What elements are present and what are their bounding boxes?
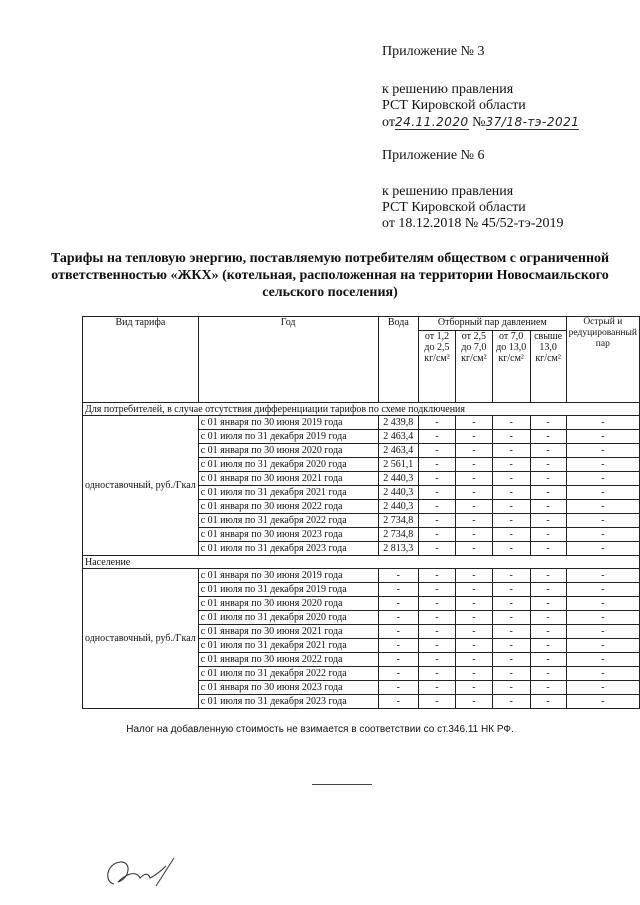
- header-god: Год: [198, 317, 378, 403]
- date-prefix: от: [382, 115, 395, 130]
- cell-ostr: -: [566, 486, 639, 500]
- signature-icon: [100, 852, 180, 894]
- cell-p4: -: [530, 569, 566, 583]
- table-row: [83, 416, 640, 430]
- cell-voda: 2 734,8: [378, 528, 418, 542]
- cell-p3: -: [492, 695, 530, 709]
- header-voda: Вода: [378, 317, 418, 403]
- tariff-type-cell: одноставочный, руб./Гкал: [83, 416, 199, 556]
- tariff-type-cell: одноставочный, руб./Гкал: [83, 569, 199, 709]
- cell-p3: -: [492, 625, 530, 639]
- cell-period: с 01 июля по 31 декабря 2022 года: [198, 514, 378, 528]
- cell-voda: -: [378, 639, 418, 653]
- cell-voda: 2 440,3: [378, 500, 418, 514]
- tariff-table: [82, 316, 640, 709]
- header-p4: свыше 13,0 кг/см²: [530, 331, 566, 403]
- cell-ostr: -: [566, 667, 639, 681]
- cell-voda: -: [378, 681, 418, 695]
- cell-ostr: -: [566, 597, 639, 611]
- cell-p2: -: [455, 514, 492, 528]
- header-appendix-3: [382, 44, 485, 60]
- cell-p4: -: [530, 528, 566, 542]
- cell-p1: -: [419, 681, 456, 695]
- cell-ostr: -: [566, 681, 639, 695]
- cell-p4: -: [530, 486, 566, 500]
- cell-p3: -: [492, 430, 530, 444]
- cell-p2: -: [455, 569, 492, 583]
- cell-p1: -: [419, 486, 456, 500]
- cell-period: с 01 июля по 31 декабря 2023 года: [198, 542, 378, 556]
- cell-voda: 2 463,4: [378, 430, 418, 444]
- cell-p3: -: [492, 639, 530, 653]
- cell-p1: -: [419, 444, 456, 458]
- section-row: [83, 403, 640, 416]
- cell-period: с 01 июля по 31 декабря 2022 года: [198, 667, 378, 681]
- section-title: Для потребителей, в случае отсутствия дифференциации тарифов по схеме подключения: [83, 403, 640, 416]
- cell-p2: -: [455, 444, 492, 458]
- cell-voda: 2 440,3: [378, 486, 418, 500]
- cell-p2: -: [455, 486, 492, 500]
- cell-ostr: -: [566, 542, 639, 556]
- cell-p3: -: [492, 444, 530, 458]
- cell-p3: -: [492, 611, 530, 625]
- cell-voda: -: [378, 611, 418, 625]
- cell-p1: -: [419, 611, 456, 625]
- cell-voda: 2 440,3: [378, 472, 418, 486]
- cell-p4: -: [530, 514, 566, 528]
- appendix-6-label: Приложение № 6: [382, 148, 485, 163]
- cell-p1: -: [419, 667, 456, 681]
- cell-p2: -: [455, 681, 492, 695]
- cell-period: с 01 июля по 31 декабря 2019 года: [198, 583, 378, 597]
- cell-p4: -: [530, 458, 566, 472]
- cell-p2: -: [455, 472, 492, 486]
- cell-voda: -: [378, 653, 418, 667]
- cell-voda: 2 561,1: [378, 458, 418, 472]
- cell-p1: -: [419, 500, 456, 514]
- cell-period: с 01 января по 30 июня 2022 года: [198, 500, 378, 514]
- cell-p1: -: [419, 430, 456, 444]
- cell-p4: -: [530, 444, 566, 458]
- cell-p2: -: [455, 597, 492, 611]
- cell-p3: -: [492, 472, 530, 486]
- cell-period: с 01 июля по 31 декабря 2021 года: [198, 486, 378, 500]
- cell-p4: -: [530, 597, 566, 611]
- cell-p3: -: [492, 514, 530, 528]
- cell-period: с 01 января по 30 июня 2023 года: [198, 681, 378, 695]
- cell-p1: -: [419, 695, 456, 709]
- cell-p2: -: [455, 695, 492, 709]
- cell-ostr: -: [566, 569, 639, 583]
- cell-p1: -: [419, 542, 456, 556]
- cell-period: с 01 января по 30 июня 2019 года: [198, 416, 378, 430]
- cell-p1: -: [419, 528, 456, 542]
- decision-1-date: [382, 114, 579, 131]
- decision-2-to: к решению правления: [382, 184, 514, 199]
- cell-p4: -: [530, 500, 566, 514]
- cell-p4: -: [530, 625, 566, 639]
- header-ostr: Острый и редуцированный пар: [566, 317, 639, 403]
- cell-p2: -: [455, 583, 492, 597]
- cell-p1: -: [419, 583, 456, 597]
- cell-ostr: -: [566, 472, 639, 486]
- cell-p4: -: [530, 653, 566, 667]
- cell-p2: -: [455, 653, 492, 667]
- cell-ostr: -: [566, 653, 639, 667]
- cell-ostr: -: [566, 514, 639, 528]
- section-row: [83, 556, 640, 569]
- cell-voda: 2 734,8: [378, 514, 418, 528]
- appendix-3-label: Приложение № 3: [382, 44, 485, 59]
- cell-p4: -: [530, 681, 566, 695]
- header-p1: от 1,2 до 2,5 кг/см²: [419, 331, 456, 403]
- cell-ostr: -: [566, 500, 639, 514]
- cell-p2: -: [455, 542, 492, 556]
- cell-p1: -: [419, 653, 456, 667]
- decision-1-to: к решению правления: [382, 82, 514, 97]
- tariff-table-body: [83, 403, 640, 709]
- header-vid: Вид тарифа: [83, 317, 199, 403]
- cell-ostr: -: [566, 625, 639, 639]
- cell-p1: -: [419, 472, 456, 486]
- cell-p3: -: [492, 681, 530, 695]
- decision-2-org: РСТ Кировской области: [382, 200, 526, 215]
- handwritten-number: 37/18-тэ-2021: [485, 115, 580, 129]
- decision-2-date: от 18.12.2018 № 45/52-тэ-2019: [382, 216, 564, 231]
- cell-p4: -: [530, 472, 566, 486]
- header-p3: от 7,0 до 13,0 кг/см²: [492, 331, 530, 403]
- cell-p1: -: [419, 625, 456, 639]
- handwritten-date: 24.11.2020: [394, 115, 469, 129]
- cell-p4: -: [530, 542, 566, 556]
- cell-p4: -: [530, 639, 566, 653]
- cell-p3: -: [492, 667, 530, 681]
- cell-voda: -: [378, 597, 418, 611]
- cell-p2: -: [455, 611, 492, 625]
- document-title: Тарифы на тепловую энергию, поставляемую потребителям обществом с ограниченной ответственностью «ЖКХ» (котельная, расположенная на территории Новосмаильского сельского поселения): [50, 251, 610, 300]
- cell-p2: -: [455, 430, 492, 444]
- cell-p4: -: [530, 667, 566, 681]
- header-appendix-6: [382, 148, 485, 164]
- cell-p3: -: [492, 583, 530, 597]
- cell-p3: -: [492, 458, 530, 472]
- header-p2: от 2,5 до 7,0 кг/см²: [455, 331, 492, 403]
- cell-p2: -: [455, 500, 492, 514]
- cell-voda: 2 463,4: [378, 444, 418, 458]
- cell-p1: -: [419, 416, 456, 430]
- cell-ostr: -: [566, 639, 639, 653]
- cell-p4: -: [530, 695, 566, 709]
- cell-period: с 01 июля по 31 декабря 2023 года: [198, 695, 378, 709]
- cell-period: с 01 января по 30 июня 2022 года: [198, 653, 378, 667]
- cell-voda: 2 813,3: [378, 542, 418, 556]
- cell-p3: -: [492, 416, 530, 430]
- cell-p4: -: [530, 430, 566, 444]
- cell-p2: -: [455, 625, 492, 639]
- header-decision-2: [382, 184, 563, 232]
- cell-p2: -: [455, 528, 492, 542]
- table-row: [83, 569, 640, 583]
- cell-voda: 2 439,8: [378, 416, 418, 430]
- cell-ostr: -: [566, 444, 639, 458]
- cell-ostr: -: [566, 583, 639, 597]
- cell-voda: -: [378, 625, 418, 639]
- cell-ostr: -: [566, 458, 639, 472]
- cell-period: с 01 января по 30 июня 2020 года: [198, 444, 378, 458]
- cell-p4: -: [530, 583, 566, 597]
- cell-p2: -: [455, 639, 492, 653]
- cell-period: с 01 января по 30 июня 2023 года: [198, 528, 378, 542]
- cell-p3: -: [492, 486, 530, 500]
- cell-p2: -: [455, 667, 492, 681]
- cell-ostr: -: [566, 416, 639, 430]
- cell-ostr: -: [566, 430, 639, 444]
- cell-p1: -: [419, 458, 456, 472]
- cell-ostr: -: [566, 695, 639, 709]
- cell-p4: -: [530, 416, 566, 430]
- cell-p2: -: [455, 416, 492, 430]
- cell-ostr: -: [566, 611, 639, 625]
- cell-p3: -: [492, 528, 530, 542]
- cell-voda: -: [378, 695, 418, 709]
- cell-p3: -: [492, 653, 530, 667]
- cell-period: с 01 июля по 31 декабря 2021 года: [198, 639, 378, 653]
- cell-period: с 01 июля по 31 декабря 2019 года: [198, 430, 378, 444]
- header-otbor: Отборный пар давлением: [419, 317, 567, 331]
- divider-line: [312, 784, 372, 785]
- cell-p1: -: [419, 639, 456, 653]
- cell-p1: -: [419, 514, 456, 528]
- cell-period: с 01 июля по 31 декабря 2020 года: [198, 611, 378, 625]
- number-prefix: №: [472, 115, 486, 130]
- cell-period: с 01 июля по 31 декабря 2020 года: [198, 458, 378, 472]
- header-decision-1: [382, 82, 579, 131]
- cell-p3: -: [492, 569, 530, 583]
- vat-note: Налог на добавленную стоимость не взимается в соответствии со ст.346.11 НК РФ.: [126, 724, 514, 735]
- cell-p1: -: [419, 597, 456, 611]
- decision-1-org: РСТ Кировской области: [382, 98, 526, 113]
- cell-p3: -: [492, 542, 530, 556]
- cell-p2: -: [455, 458, 492, 472]
- cell-period: с 01 января по 30 июня 2021 года: [198, 472, 378, 486]
- cell-period: с 01 января по 30 июня 2020 года: [198, 597, 378, 611]
- cell-p1: -: [419, 569, 456, 583]
- cell-voda: -: [378, 583, 418, 597]
- cell-period: с 01 января по 30 июня 2019 года: [198, 569, 378, 583]
- section-title: Население: [83, 556, 640, 569]
- cell-ostr: -: [566, 528, 639, 542]
- cell-voda: -: [378, 569, 418, 583]
- cell-p4: -: [530, 611, 566, 625]
- cell-voda: -: [378, 667, 418, 681]
- cell-period: с 01 января по 30 июня 2021 года: [198, 625, 378, 639]
- cell-p3: -: [492, 597, 530, 611]
- cell-p3: -: [492, 500, 530, 514]
